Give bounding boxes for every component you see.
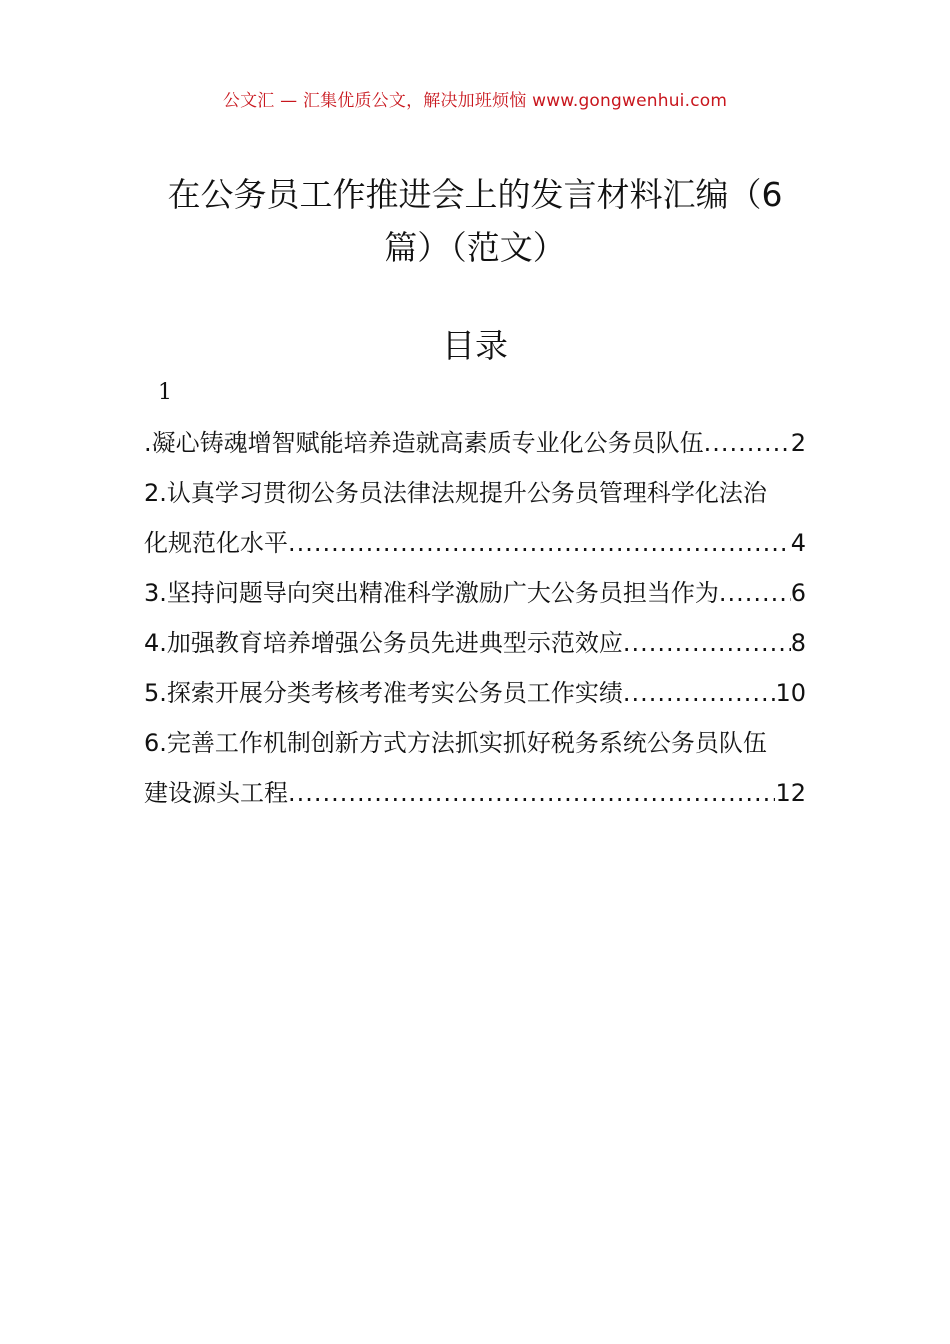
toc-entry-2-continued[interactable] bbox=[144, 518, 806, 568]
toc-entry-6-text: 6.完善工作机制创新方式方法抓实抓好税务系统公务员队伍 bbox=[144, 729, 767, 757]
header-banner: 公文汇 — 汇集优质公文，解决加班烦恼 www.gongwenhui.com bbox=[222, 91, 728, 111]
document-title-line-2: 篇）（范文） bbox=[384, 228, 566, 267]
toc-entry-5[interactable] bbox=[144, 668, 806, 718]
toc-heading: 目录 bbox=[442, 326, 508, 365]
toc-entry-5-page: 10 bbox=[775, 679, 806, 707]
toc-leader bbox=[623, 618, 791, 668]
toc-leader bbox=[719, 568, 791, 618]
toc-leader bbox=[623, 668, 776, 718]
toc-entry-3[interactable] bbox=[144, 568, 806, 618]
toc-entry-4-page: 8 bbox=[790, 629, 806, 657]
document-title bbox=[140, 168, 810, 274]
toc-entry-3-page: 6 bbox=[790, 579, 806, 607]
toc-entry-6-continued[interactable] bbox=[144, 768, 806, 818]
toc-entry-2-page: 4 bbox=[790, 529, 806, 557]
toc-entry-4-text: 4.加强教育培养增强公务员先进典型示范效应 bbox=[144, 629, 623, 657]
toc-entry-6-text-cont: 建设源头工程 bbox=[144, 779, 288, 807]
toc-entry-1[interactable] bbox=[144, 418, 806, 468]
toc-entry-2[interactable] bbox=[144, 468, 806, 518]
toc-leader bbox=[288, 518, 791, 568]
toc-entry-1-text: .凝心铸魂增智赋能培养造就高素质专业化公务员队伍 bbox=[144, 429, 704, 457]
toc-entry-6-page: 12 bbox=[775, 779, 806, 807]
document-title-line-1: 在公务员工作推进会上的发言材料汇编（6 bbox=[167, 175, 783, 214]
toc-leader bbox=[704, 418, 791, 468]
toc-entry-1-page: 2 bbox=[790, 429, 806, 457]
table-of-contents bbox=[144, 418, 806, 818]
toc-first-number: 1 bbox=[158, 380, 172, 405]
toc-leader bbox=[288, 768, 775, 818]
toc-entry-5-text: 5.探索开展分类考核考准考实公务员工作实绩 bbox=[144, 679, 623, 707]
toc-entry-2-text-cont: 化规范化水平 bbox=[144, 529, 288, 557]
toc-entry-3-text: 3.坚持问题导向突出精准科学激励广大公务员担当作为 bbox=[144, 579, 719, 607]
toc-entry-2-text: 2.认真学习贯彻公务员法律法规提升公务员管理科学化法治 bbox=[144, 479, 767, 507]
toc-entry-6[interactable] bbox=[144, 718, 806, 768]
toc-entry-4[interactable] bbox=[144, 618, 806, 668]
